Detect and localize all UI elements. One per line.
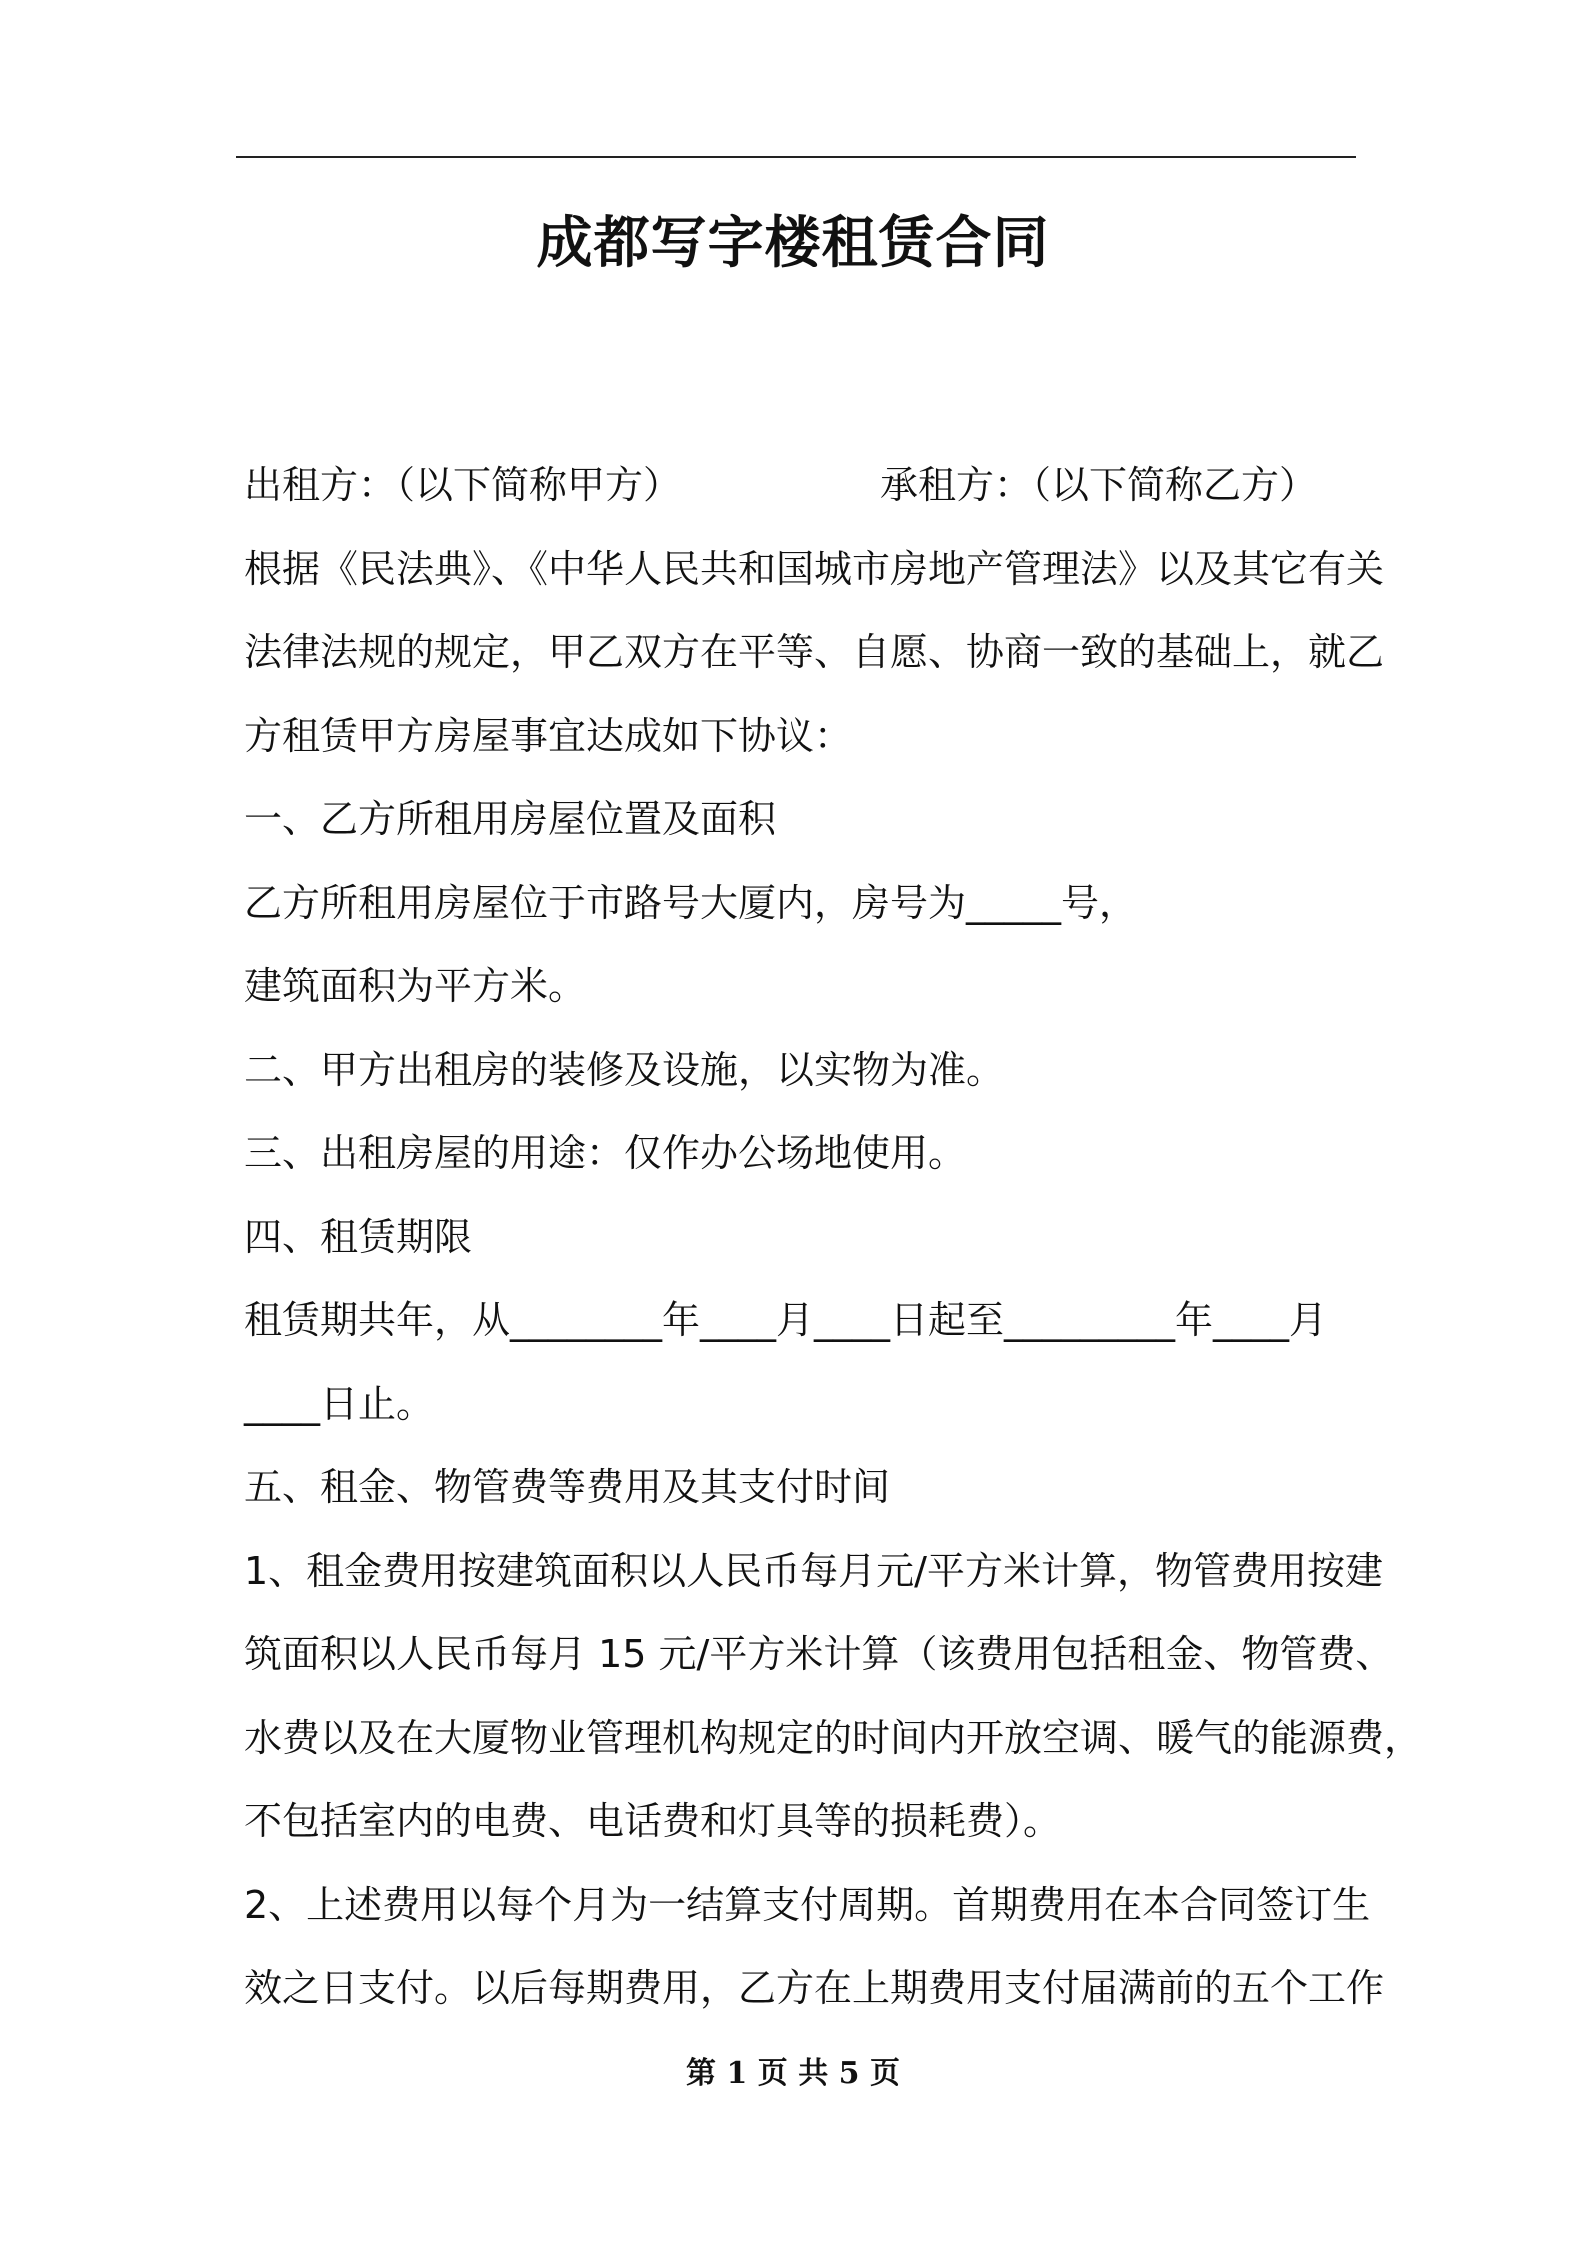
body-line: 2、上述费用以每个月为一结算支付周期。首期费用在本合同签订生 xyxy=(244,1882,1371,1927)
body-line: 根据《民法典》、《中华人民共和国城市房地产管理法》以及其它有关 xyxy=(244,546,1385,591)
page-number: 第 1 页 共 5 页 xyxy=(686,2056,900,2091)
section-heading: 三、出租房屋的用途：仅作办公场地使用。 xyxy=(244,1131,967,1175)
body-line: 水费以及在大厦物业管理机构规定的时间内开放空调、暖气的能源费， xyxy=(244,1715,1423,1760)
section-heading: 五、租金、物管费等费用及其支付时间 xyxy=(244,1465,891,1509)
body-line: ____日止。 xyxy=(244,1381,435,1426)
body-line: 建筑面积为平方米。 xyxy=(244,964,587,1008)
lessee-label: 承租方：（以下简称乙方） xyxy=(880,463,1318,507)
body-line: 1、租金费用按建筑面积以人民币每月元/平方米计算，物管费用按建 xyxy=(244,1548,1383,1593)
lessor-label: 出租方：（以下简称甲方） xyxy=(244,463,682,507)
section-heading: 一、乙方所租用房屋位置及面积 xyxy=(244,797,777,841)
document-title: 成都写字楼租赁合同 xyxy=(536,211,1050,276)
parties-line xyxy=(244,444,1364,528)
body-line: 不包括室内的电费、电话费和灯具等的损耗费）。 xyxy=(244,1799,1062,1843)
body-line: 租赁期共年，从________年____月____日起至_________年____月 xyxy=(244,1298,1328,1342)
body-line: 法律法规的规定，甲乙双方在平等、自愿、协商一致的基础上，就乙 xyxy=(244,630,1385,674)
body-line: 筑面积以人民币每月 15 元/平方米计算（该费用包括租金、物管费、 xyxy=(244,1632,1394,1676)
header-rule xyxy=(236,156,1356,158)
body-line: 效之日支付。以后每期费用，乙方在上期费用支付届满前的五个工作 xyxy=(244,1966,1385,2010)
document-body xyxy=(244,444,1423,2031)
body-line: 方租赁甲方房屋事宜达成如下协议： xyxy=(244,713,853,758)
section-heading: 四、租赁期限 xyxy=(244,1214,473,1259)
body-line: 乙方所租用房屋位于市路号大厦内，房号为_____号， xyxy=(244,880,1138,925)
section-heading: 二、甲方出租房的装修及设施，以实物为准。 xyxy=(244,1047,1005,1092)
